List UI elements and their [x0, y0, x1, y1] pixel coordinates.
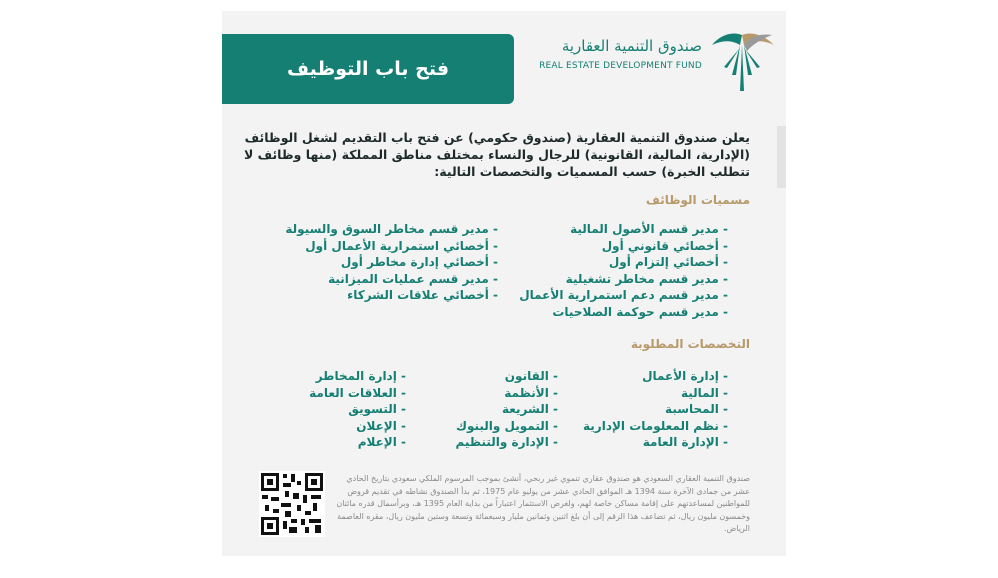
intro-paragraph: يعلن صندوق التنمية العقارية (صندوق حكومي) عن فتح باب التقديم لشغل الوظائف (الإدارية، المالية، القانونية) للرجال والنساء بمختلف مناطق المملكة (منها وظائف لا تتطلب الخبرة) حسب المسميات والتخصصات التالية:: [243, 130, 750, 179]
list-item: - العلاقات العامة: [309, 385, 406, 400]
job-titles-heading: مسميات الوظائف: [645, 193, 750, 207]
specializations-column-2: [455, 368, 558, 451]
list-item: - أخصائي إدارة مخاطر أول: [340, 255, 498, 269]
list-item: - أخصائي قانوني أول: [601, 238, 728, 253]
list-item: - القانون: [504, 369, 558, 383]
list-item: - المالية: [680, 385, 728, 400]
job-titles-right-column: [519, 221, 728, 320]
list-item: - أخصائي إلتزام أول: [608, 255, 728, 269]
list-item: - الإدارة والتنظيم: [455, 435, 558, 449]
banner-title: فتح باب التوظيف: [286, 58, 450, 80]
list-item: - الإدارة العامة: [642, 435, 728, 449]
palm-logo-icon: [702, 27, 782, 99]
specializations-column-3: [309, 368, 406, 451]
logo-arabic-name: صندوق التنمية العقارية: [561, 37, 702, 55]
logo-english-name: REAL ESTATE DEVELOPMENT FUND: [539, 61, 702, 71]
list-item: - أخصائي علاقات الشركاء: [347, 288, 498, 302]
job-announcement-card: [222, 11, 786, 556]
list-item: - مدير قسم الأصول المالية: [570, 222, 728, 236]
list-item: - الإعلام: [357, 435, 406, 449]
list-item: - المحاسبة: [665, 402, 728, 416]
specializations-column-1: [583, 368, 728, 451]
list-item: - مدير قسم حوكمة الصلاحيات: [552, 304, 728, 319]
job-titles-left-column: [285, 221, 498, 304]
specializations-heading: التخصصات المطلوبة: [630, 337, 750, 351]
list-item: - الشريعة: [501, 402, 558, 416]
list-item: - الإعلان: [356, 418, 406, 433]
qr-code-icon[interactable]: [259, 471, 325, 537]
list-item: - أخصائي استمرارية الأعمال أول: [305, 238, 498, 253]
list-item: - مدير قسم مخاطر السوق والسيولة: [285, 222, 498, 236]
list-item: - التسويق: [348, 402, 406, 416]
fund-logo: [532, 27, 782, 102]
list-item: - نظم المعلومات الإدارية: [583, 418, 728, 433]
announcement-banner: [222, 34, 514, 104]
scroll-handle[interactable]: [777, 126, 786, 188]
list-item: - مدير قسم مخاطر تشغيلية: [565, 271, 728, 286]
list-item: - مدير قسم عمليات الميزانية: [328, 271, 498, 286]
footer-about-text: صندوق التنمية العقاري السعودي هو صندوق عقاري تنموي غير ربحي، أنشئ بموجب المرسوم الملكي سعودي بتاريخ الحادي عشر من جمادى الآخرة سنة 1394 هـ الموافق الحادي عشر من يوليو عام 1975، ثم بدأ الصندوق نشاطه في تقديم قروض للمواطنين لمساعدتهم على إقامة مساكن خاصة لهم، ولغرض الاستثمار اعتباراً من بداية العام 1395 هـ، وبرأسمال قدره مائتان وخمسون مليون ريال، ثم تضاعف هذا الرقم إلى أن بلغ اثنين وثمانين مليار وسبعمائة وتسعة وستين مليون ريال، مقره العاصمة الرياض.: [336, 474, 750, 533]
list-item: - مدير قسم دعم استمرارية الأعمال: [519, 288, 728, 302]
list-item: - إدارة المخاطر: [315, 369, 406, 383]
list-item: - التمويل والبنوك: [455, 418, 558, 433]
list-item: - إدارة الأعمال: [642, 369, 728, 383]
list-item: - الأنظمة: [504, 385, 558, 400]
